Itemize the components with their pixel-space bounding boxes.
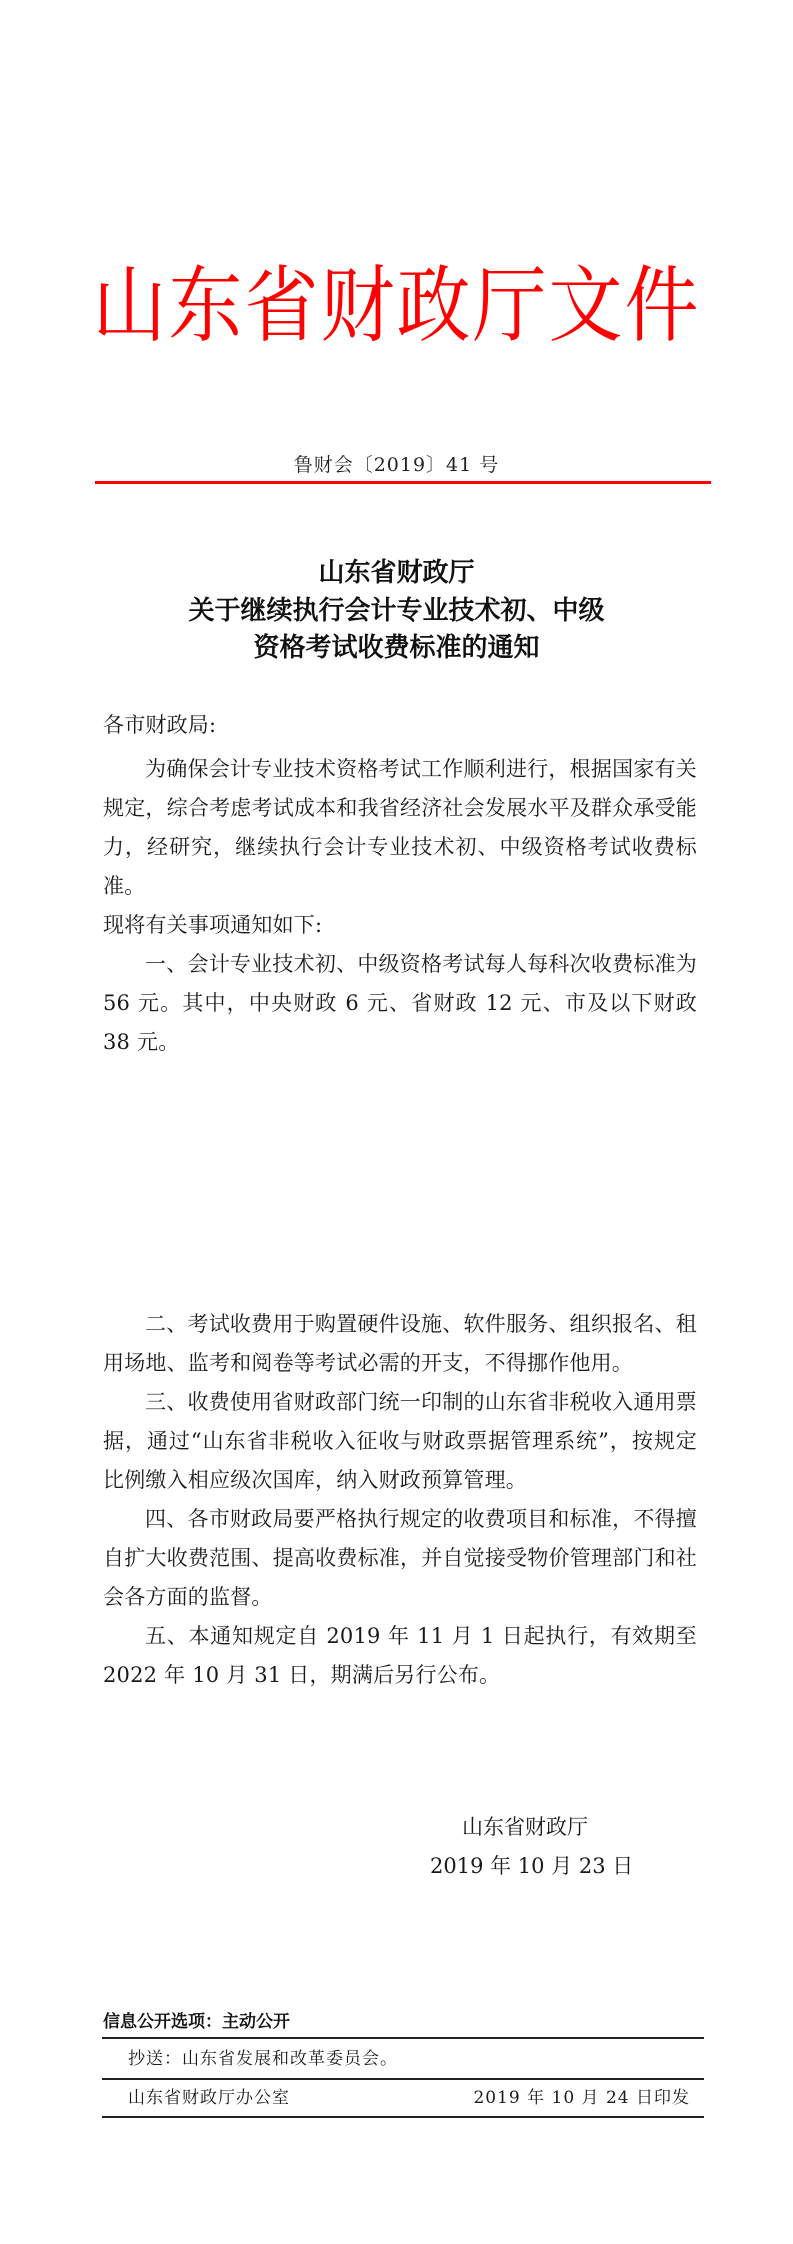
salutation-block [103,706,697,745]
cc-recipients: 抄送：山东省发展和改革委员会。 [128,2049,398,2069]
intro-paragraph [103,750,697,906]
issuer-office: 山东省财政厅办公室 [128,2088,290,2108]
footer-divider-top [102,2037,704,2039]
notice-title-line-3: 资格考试收费标准的通知 [253,633,540,663]
notice-title [0,555,793,668]
document-number: 鲁财会〔2019〕41 号 [293,454,500,476]
body-section-page-2 [103,1305,697,1695]
notice-title-line-1: 山东省财政厅 [318,558,475,588]
item-4: 四、各市财政局要严格执行规定的收费项目和标准，不得擅自扩大收费范围、提高收费标准，并自觉接受物价管理部门和社会各方面的监督。 [103,1507,697,1609]
lead-in: 现将有关事项通知如下: [103,913,323,937]
item-2: 二、考试收费用于购置硬件设施、软件服务、组织报名、租用场地、监考和阅卷等考试必需的开支，不得挪作他用。 [103,1312,697,1375]
issue-date: 2019 年 10 月 24 日印发 [473,2088,690,2108]
document-red-header: 山东省财政厅文件 [92,257,701,354]
red-divider [95,481,711,484]
notice-title-line-2: 关于继续执行会计专业技术初、中级 [188,595,605,626]
intro-text: 为确保会计专业技术资格考试工作顺利进行，根据国家有关规定，综合考虑考试成本和我省经济社会发展水平及群众承受能力，经研究，继续执行会计专业技术初、中级资格考试收费标准。 [103,757,697,898]
item-3: 三、收费使用省财政部门统一印制的山东省非税收入通用票据，通过“山东省非税收入征收与财政票据管理系统”，按规定比例缴入相应级次国库，纳入财政预算管理。 [103,1390,697,1492]
signature-block [430,1808,670,1886]
item-5: 五、本通知规定自 2019 年 11 月 1 日起执行，有效期至 2022 年 10 月 31 日，期满后另行公布。 [103,1624,697,1687]
item-1: 一、会计专业技术初、中级资格考试每人每科次收费标准为 56 元。其中，中央财政 6 元、省财政 12 元、市及以下财政 38 元。 [103,952,697,1054]
footer-divider-bottom [102,2116,704,2118]
issuer-line [128,2085,690,2111]
footer-divider-middle [102,2078,704,2080]
signature-organization: 山东省财政厅 [462,1815,588,1839]
disclosure-option: 信息公开选项：主动公开 [103,2012,290,2032]
signature-date: 2019 年 10 月 23 日 [430,1854,634,1878]
salutation: 各市财政局: [103,713,217,737]
body-section-page-1 [103,750,697,1062]
